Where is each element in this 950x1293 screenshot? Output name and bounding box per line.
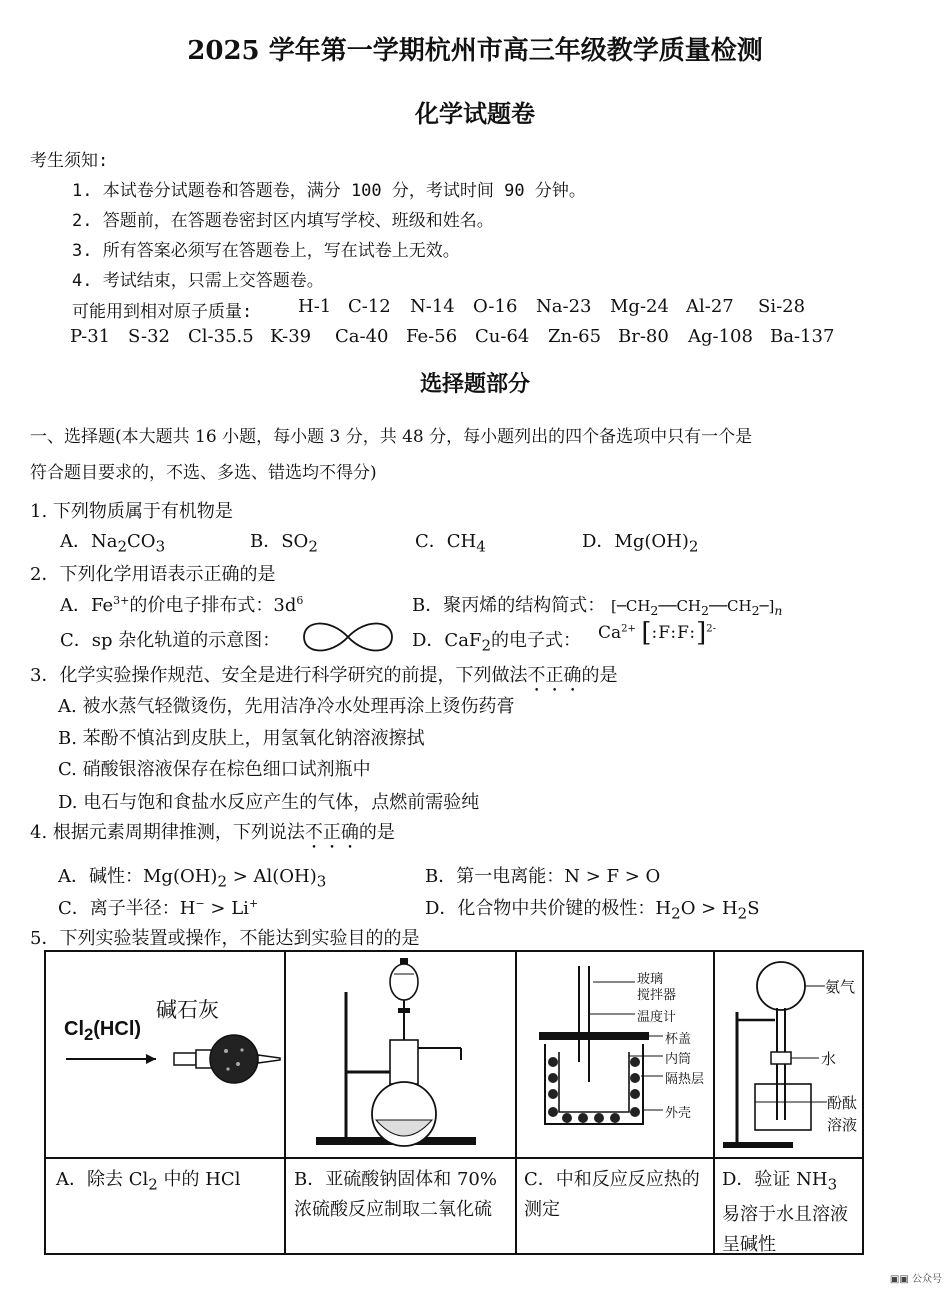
- exam-subtitle: 化学试题卷: [415, 99, 535, 128]
- figure-a-drying-tube: [46, 952, 284, 1157]
- question-5-stem: 5．下列实验装置或操作，不能达到实验目的的是: [30, 928, 420, 949]
- q4-option-c: C．离子半径：H− > Li+: [58, 897, 259, 919]
- notice-item: 2. 答题前，在答题卷密封区内填写学校、班级和姓名。: [72, 211, 494, 231]
- atomic-mass: Br-80: [618, 326, 669, 347]
- q2-option-d: D．CaF$_2$的电子式：: [412, 630, 581, 655]
- atomic-mass: P-31: [70, 326, 111, 347]
- q1-option-c: C．$CH_4$: [415, 531, 486, 556]
- label-outer-shell: 外壳: [665, 1106, 692, 1121]
- q1-option-b: B．$SO_2$: [250, 531, 318, 556]
- label-water: 水: [821, 1050, 837, 1068]
- atomic-mass: Ba-137: [770, 326, 835, 347]
- figure-a-reagent-label: 碱石灰: [156, 998, 219, 1022]
- label-insulation: 隔热层: [665, 1072, 705, 1087]
- atomic-mass: C-12: [348, 296, 391, 317]
- question-1-stem: 1. 下列物质属于有机物是: [30, 501, 233, 522]
- atomic-mass: Zn-65: [548, 326, 602, 347]
- label-inner-cup: 内筒: [665, 1052, 692, 1067]
- q5-option-d: D．验证 $NH_3$ 易溶于水且溶液呈碱性: [722, 1169, 848, 1255]
- label-glass-stirrer-2: 搅拌器: [637, 988, 677, 1003]
- q3-option-b: B. 苯酚不慎沾到皮肤上，用氢氧化钠溶液擦拭: [58, 728, 425, 749]
- apparatus-table: [44, 950, 864, 1255]
- atomic-mass: Cu-64: [475, 326, 530, 347]
- figure-d-fountain: [715, 952, 864, 1157]
- q3-option-d: D. 电石与饱和食盐水反应产生的气体，点燃前需验纯: [58, 792, 480, 813]
- q1-option-a: A．$Na_2CO_3$: [60, 531, 166, 556]
- polypropylene-formula: $[─CH_2──CH_2──CH_2─]_n$: [610, 597, 783, 618]
- atomic-mass: Ag-108: [688, 326, 753, 347]
- caf2-electron-formula: $Ca^{2+}$ [:F:F:]$^{2-}$: [598, 618, 716, 648]
- label-lid: 杯盖: [665, 1032, 692, 1047]
- section-title: 选择题部分: [419, 371, 530, 397]
- sp-orbital-icon: [300, 618, 396, 656]
- notice-heading: 考生须知:: [30, 151, 109, 171]
- q3-option-a: A. 被水蒸气轻微烫伤，先用洁净冷水处理再涂上烫伤药膏: [58, 696, 515, 717]
- atomic-mass: O-16: [473, 296, 518, 317]
- question-2-stem: 2．下列化学用语表示正确的是: [30, 564, 276, 585]
- q2-option-a: A．$Fe^{3+}$的价电子排布式：$3d^6$: [60, 594, 304, 616]
- atomic-mass: Si-28: [758, 296, 806, 317]
- label-phenolphthalein: 酚酞: [827, 1094, 858, 1112]
- label-glass-stirrer: 玻璃: [637, 972, 664, 987]
- atomic-mass: N-14: [410, 296, 455, 317]
- masses-label: 可能用到相对原子质量:: [72, 302, 253, 322]
- atomic-mass: H-1: [298, 296, 332, 317]
- figure-a-gas-label: $Cl_2(HCl)$: [64, 1018, 142, 1044]
- q4-option-a: A．碱性：$Mg(OH)_2 > Al(OH)_3$: [58, 866, 327, 891]
- label-ammonia: 氨气: [825, 978, 856, 996]
- atomic-mass: K-39: [270, 326, 312, 347]
- label-thermometer: 温度计: [637, 1010, 677, 1025]
- atomic-mass: Cl-35.5: [188, 326, 254, 347]
- q5-option-b: B．亚硫酸钠固体和 70%浓硫酸反应制取二氧化硫: [294, 1169, 497, 1220]
- figure-b-gas-generator: [286, 952, 515, 1157]
- q2-option-c: C．sp 杂化轨道的示意图：: [60, 630, 281, 651]
- figure-c-calorimeter: [517, 952, 713, 1157]
- atomic-mass: Fe-56: [406, 326, 458, 347]
- label-solution: 溶液: [827, 1116, 858, 1134]
- q2-option-b: B．聚丙烯的结构简式： $[─CH_2──CH_2──CH_2─]_n$: [412, 595, 783, 618]
- atomic-mass: Mg-24: [610, 296, 669, 317]
- q4-option-d: D．化合物中共价键的极性：$H_2O > H_2S$: [425, 898, 760, 923]
- question-3-stem: 3．化学实验操作规范、安全是进行科学研究的前提，下列做法不正确的是: [30, 665, 618, 686]
- question-4-stem: 4. 根据元素周期律推测，下列说法不正确的是: [30, 822, 395, 843]
- section-intro: 一、选择题(本大题共 16 小题，每小题 3 分，共 48 分，每小题列出的四个备选项中只有一个是: [30, 427, 753, 447]
- q4-option-b: B．第一电离能：N > F > O: [425, 866, 661, 887]
- atomic-mass: Ca-40: [335, 326, 389, 347]
- section-intro: 符合题目要求的，不选、多选、错选均不得分): [30, 463, 377, 483]
- notice-item: 1. 本试卷分试题卷和答题卷，满分 100 分，考试时间 90 分钟。: [72, 181, 586, 201]
- exam-title: 2025 学年第一学期杭州市高三年级教学质量检测: [187, 36, 763, 66]
- atomic-mass: Na-23: [536, 296, 592, 317]
- q5-option-a: A．除去 $Cl_2$ 中的 HCl: [56, 1169, 241, 1194]
- notice-item: 4. 考试结束，只需上交答题卷。: [72, 271, 324, 291]
- q3-option-c: C. 硝酸银溶液保存在棕色细口试剂瓶中: [58, 759, 371, 780]
- q5-option-c: C．中和反应反应热的测定: [524, 1169, 700, 1220]
- notice-item: 3. 所有答案必须写在答题卷上，写在试卷上无效。: [72, 241, 460, 261]
- atomic-mass: S-32: [128, 326, 170, 347]
- q1-option-d: D．$Mg(OH)_2$: [582, 531, 699, 556]
- atomic-mass: Al-27: [686, 296, 734, 317]
- watermark: ▣▣ 公众号: [889, 1274, 942, 1285]
